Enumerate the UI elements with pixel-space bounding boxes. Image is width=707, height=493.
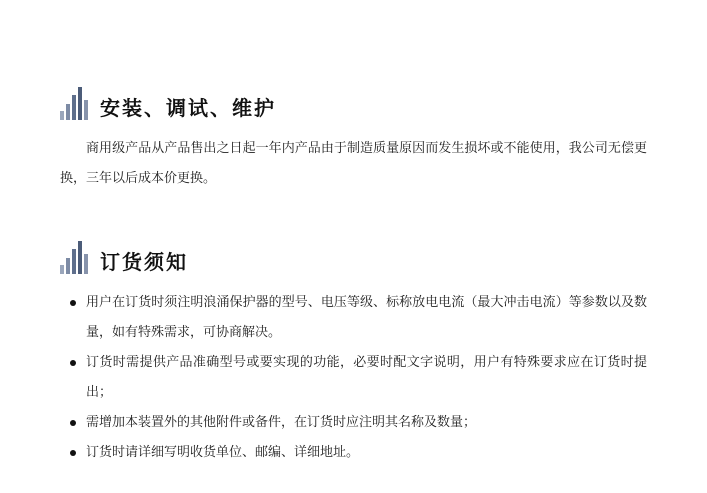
section-title-installation: 安装、调试、维护	[100, 96, 276, 120]
section-title-ordering: 订货须知	[100, 250, 188, 274]
ordering-requirements-list	[60, 288, 647, 468]
paragraph-warranty: 商用级产品从产品售出之日起一年内产品由于制造质量原因而发生损坏或不能使用，我公司无偿更换，三年以后成本价更换。	[60, 141, 647, 186]
list-item-text: 需增加本装置外的其他附件或备件，在订货时应注明其名称及数量；	[86, 415, 477, 430]
list-item-text: 订货时需提供产品准确型号或要实现的功能，必要时配文字说明，用户有特殊要求应在订货时提出；	[86, 355, 647, 400]
bullet-dot-icon	[70, 300, 76, 306]
list-item	[60, 288, 647, 348]
list-item	[60, 408, 647, 438]
bar-chart-icon	[60, 240, 90, 274]
list-item-text: 用户在订货时须注明浪涌保护器的型号、电压等级、标称放电电流（最大冲击电流）等参数以及数量，如有特殊需求，可协商解决。	[86, 295, 647, 340]
bullet-dot-icon	[70, 360, 76, 366]
section-heading-installation	[60, 86, 647, 120]
section-installation	[60, 86, 647, 194]
section-body-ordering	[60, 288, 647, 468]
list-item	[60, 438, 647, 468]
list-item	[60, 348, 647, 408]
list-item-text: 订货时请详细写明收货单位、邮编、详细地址。	[86, 445, 360, 460]
section-body-installation	[60, 134, 647, 194]
section-heading-ordering	[60, 240, 647, 274]
bullet-dot-icon	[70, 420, 76, 426]
bullet-dot-icon	[70, 450, 76, 456]
bar-chart-icon	[60, 86, 90, 120]
section-ordering	[60, 240, 647, 468]
